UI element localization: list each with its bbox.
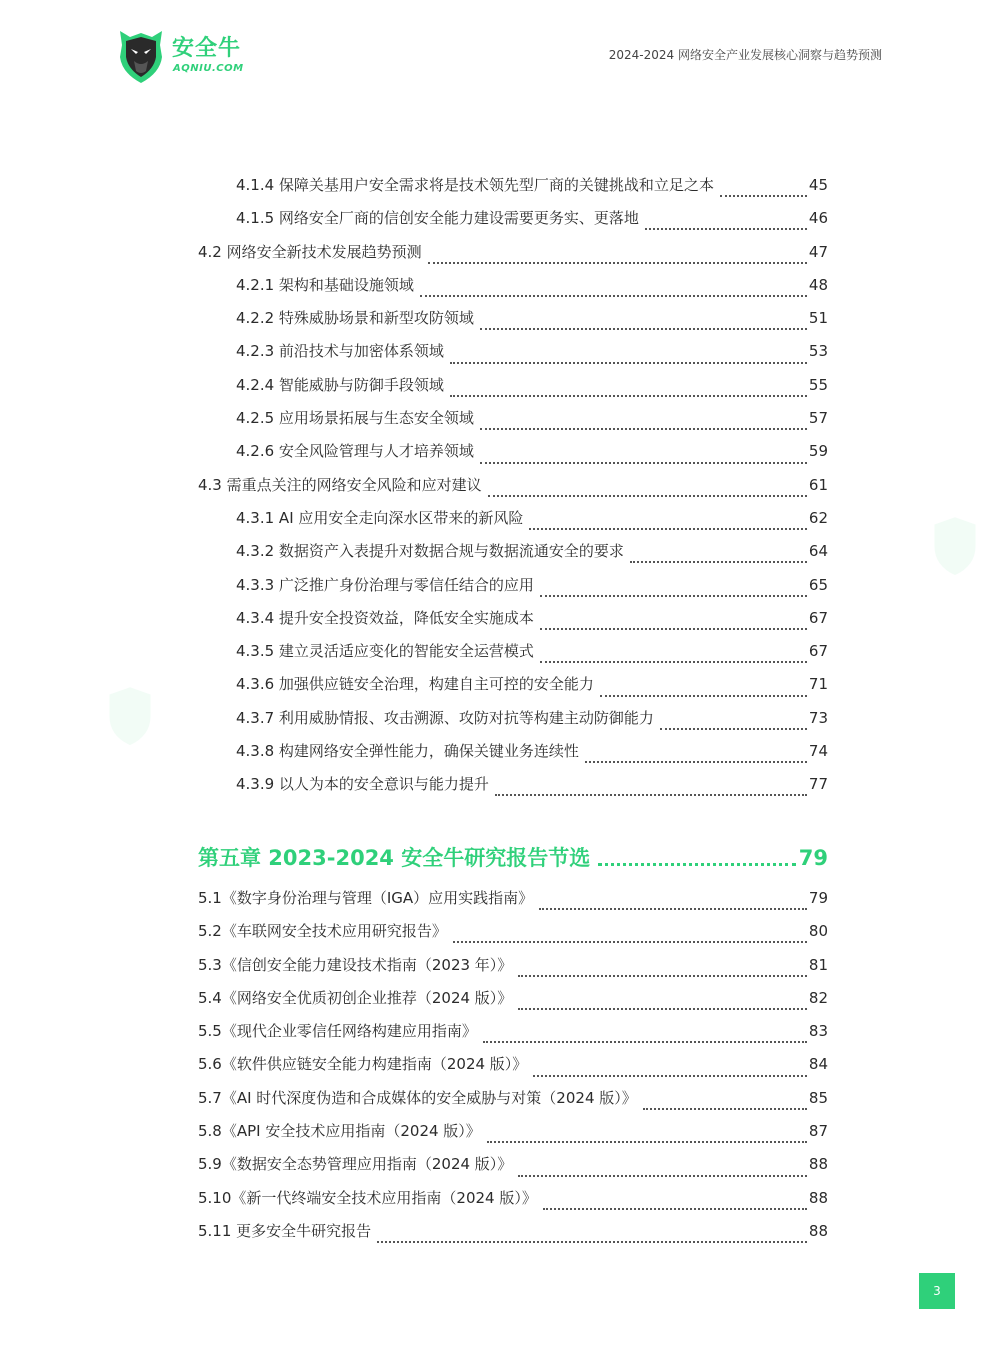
toc-entry-label: 4.2.1 架构和基础设施领域 xyxy=(236,275,414,294)
toc-entry[interactable] xyxy=(198,1120,828,1153)
page-number-badge: 3 xyxy=(919,1273,955,1309)
leader-dots xyxy=(643,1107,807,1110)
toc-entry[interactable] xyxy=(198,607,828,640)
chapter-page: 79 xyxy=(798,846,828,870)
toc-entry[interactable] xyxy=(198,207,828,240)
toc-entry-label: 4.1.5 网络安全厂商的信创安全能力建设需要更务实、更落地 xyxy=(236,209,639,228)
leader-dots xyxy=(450,361,807,364)
toc-entry-label: 4.2.2 特殊威胁场景和新型攻防领域 xyxy=(236,309,474,328)
leader-dots xyxy=(645,227,807,230)
leader-dots xyxy=(495,793,807,796)
toc-entry-page: 88 xyxy=(808,1155,828,1174)
toc-entry[interactable] xyxy=(198,920,828,953)
toc-entry-label: 5.7《AI 时代深度伪造和合成媒体的安全威胁与对策（2024 版）》 xyxy=(198,1088,637,1107)
toc-entry-page: 77 xyxy=(808,775,828,794)
toc-entry-page: 47 xyxy=(808,242,828,261)
toc-entry-label: 4.3.2 数据资产入表提升对数据合规与数据流通安全的要求 xyxy=(236,542,624,561)
leader-dots xyxy=(518,1174,807,1177)
toc-entry-page: 62 xyxy=(808,508,828,527)
leader-dots xyxy=(450,394,807,397)
leader-dots xyxy=(483,1040,807,1043)
toc-entry-label: 4.1.4 保障关基用户安全需求将是技术领先型厂商的关键挑战和立足之本 xyxy=(236,176,714,194)
toc-entry-label: 4.3.7 利用威胁情报、攻击溯源、攻防对抗等构建主动防御能力 xyxy=(236,708,654,727)
leader-dots xyxy=(585,760,807,763)
leader-dots xyxy=(453,940,807,943)
toc-entry-label: 4.3.5 建立灵活适应变化的智能安全运营模式 xyxy=(236,642,534,661)
toc-entry[interactable] xyxy=(198,407,828,440)
chapter-heading[interactable] xyxy=(198,842,828,872)
leader-dots xyxy=(518,1007,807,1010)
leader-dots xyxy=(720,194,807,197)
toc-entry-page: 81 xyxy=(808,955,828,974)
toc-entry-page: 59 xyxy=(808,442,828,461)
toc-entry-page: 67 xyxy=(808,608,828,627)
toc-entry-page: 79 xyxy=(808,889,828,907)
toc-entry-label: 4.3.4 提升安全投资效益，降低安全实施成本 xyxy=(236,608,534,627)
toc-entry-page: 83 xyxy=(808,1022,828,1041)
toc-entry-label: 4.3.1 AI 应用安全走向深水区带来的新风险 xyxy=(236,508,524,527)
toc-entry-page: 85 xyxy=(808,1088,828,1107)
toc-entry[interactable] xyxy=(198,1020,828,1053)
leader-dots xyxy=(529,527,807,530)
toc-entry-label: 4.3.8 构建网络安全弹性能力，确保关键业务连续性 xyxy=(236,742,579,761)
leader-dots xyxy=(480,327,807,330)
toc-entry[interactable] xyxy=(198,474,828,507)
toc-entry[interactable] xyxy=(198,540,828,573)
table-of-contents xyxy=(198,174,828,807)
toc-entry[interactable] xyxy=(198,574,828,607)
brand-logo xyxy=(116,27,246,87)
toc-entry-label: 5.8《API 安全技术应用指南（2024 版）》 xyxy=(198,1122,481,1141)
toc-entry-label: 4.2.6 安全风险管理与人才培养领域 xyxy=(236,442,474,461)
toc-entry-page: 48 xyxy=(808,275,828,294)
toc-entry-label: 5.4《网络安全优质初创企业推荐（2024 版）》 xyxy=(198,988,513,1007)
leader-dots xyxy=(518,974,807,977)
toc-entry[interactable] xyxy=(198,241,828,274)
toc-entry[interactable] xyxy=(198,707,828,740)
toc-entry-page: 55 xyxy=(808,375,828,394)
toc-entry-page: 71 xyxy=(808,675,828,694)
toc-entry-page: 88 xyxy=(808,1188,828,1207)
toc-entry[interactable] xyxy=(198,507,828,540)
toc-entry-page: 57 xyxy=(808,409,828,428)
leader-dots xyxy=(630,560,807,563)
toc-entry-label: 5.2《车联网安全技术应用研究报告》 xyxy=(198,922,447,941)
table-of-contents-chapter-5 xyxy=(198,887,828,1253)
toc-entry-label: 4.3.3 广泛推广身份治理与零信任结合的应用 xyxy=(236,575,534,594)
toc-entry-label: 4.2.4 智能威胁与防御手段领域 xyxy=(236,375,444,394)
leader-dots xyxy=(540,660,807,663)
toc-entry[interactable] xyxy=(198,1087,828,1120)
toc-entry[interactable] xyxy=(198,887,828,920)
toc-entry[interactable] xyxy=(198,987,828,1020)
toc-entry[interactable] xyxy=(198,740,828,773)
toc-entry-page: 80 xyxy=(808,922,828,941)
toc-entry[interactable] xyxy=(198,374,828,407)
toc-entry-label: 5.9《数据安全态势管理应用指南（2024 版）》 xyxy=(198,1155,513,1174)
toc-entry[interactable] xyxy=(198,274,828,307)
leader-dots xyxy=(543,1207,807,1210)
toc-entry-label: 5.1《数字身份治理与管理（IGA）应用实践指南》 xyxy=(198,889,534,907)
toc-entry-label: 5.3《信创安全能力建设技术指南（2023 年）》 xyxy=(198,955,513,974)
leader-dots xyxy=(487,1140,807,1143)
toc-entry[interactable] xyxy=(198,340,828,373)
toc-entry-label: 5.6《软件供应链安全能力构建指南（2024 版）》 xyxy=(198,1055,528,1074)
toc-entry-page: 65 xyxy=(808,575,828,594)
toc-entry-page: 45 xyxy=(808,176,828,194)
toc-entry-page: 46 xyxy=(808,209,828,228)
leader-dots xyxy=(539,907,807,910)
leader-dots xyxy=(540,627,807,630)
watermark-logo-icon xyxy=(920,510,990,580)
toc-entry[interactable] xyxy=(198,1187,828,1220)
toc-entry-page: 73 xyxy=(808,708,828,727)
leader-dots xyxy=(540,594,807,597)
toc-entry-page: 87 xyxy=(808,1122,828,1141)
leader-dots xyxy=(488,494,807,497)
toc-entry-page: 64 xyxy=(808,542,828,561)
toc-entry-label: 4.2 网络安全新技术发展趋势预测 xyxy=(198,242,422,261)
leader-dots xyxy=(377,1240,807,1243)
toc-entry-label: 5.5《现代企业零信任网络构建应用指南》 xyxy=(198,1022,477,1041)
watermark-logo-icon xyxy=(95,680,165,750)
leader-dots xyxy=(660,727,807,730)
toc-entry-label: 4.3.9 以人为本的安全意识与能力提升 xyxy=(236,775,489,794)
toc-entry-page: 82 xyxy=(808,988,828,1007)
toc-entry[interactable] xyxy=(198,773,828,806)
leader-dots xyxy=(533,1074,807,1077)
leader-dots xyxy=(600,694,807,697)
toc-entry-label: 5.10《新一代终端安全技术应用指南（2024 版）》 xyxy=(198,1188,537,1207)
toc-entry-label: 4.2.5 应用场景拓展与生态安全领域 xyxy=(236,409,474,428)
toc-entry-page: 67 xyxy=(808,642,828,661)
toc-entry[interactable] xyxy=(198,1053,828,1086)
toc-entry[interactable] xyxy=(198,954,828,987)
toc-entry-page: 88 xyxy=(808,1221,828,1240)
toc-entry[interactable] xyxy=(198,174,828,207)
chapter-title: 第五章 2023-2024 安全牛研究报告节选 xyxy=(198,846,591,870)
toc-entry-label: 5.11 更多安全牛研究报告 xyxy=(198,1221,372,1240)
toc-entry[interactable] xyxy=(198,1220,828,1253)
document-title: 2024-2024 网络安全产业发展核心洞察与趋势预测 xyxy=(608,48,882,62)
toc-entry[interactable] xyxy=(198,440,828,473)
toc-entry-label: 4.2.3 前沿技术与加密体系领域 xyxy=(236,342,444,361)
toc-entry-page: 74 xyxy=(808,742,828,761)
bull-shield-icon xyxy=(116,27,166,85)
toc-entry[interactable] xyxy=(198,673,828,706)
toc-entry-label: 4.3.6 加强供应链安全治理，构建自主可控的安全能力 xyxy=(236,675,594,694)
toc-entry[interactable] xyxy=(198,307,828,340)
toc-entry-page: 61 xyxy=(808,475,828,494)
logo-text-cn: 安全牛 xyxy=(172,36,242,61)
leader-dots xyxy=(480,461,807,464)
leader-dots xyxy=(420,294,807,297)
toc-entry[interactable] xyxy=(198,1153,828,1186)
toc-entry[interactable] xyxy=(198,640,828,673)
leader-dots xyxy=(598,862,796,866)
toc-entry-page: 53 xyxy=(808,342,828,361)
leader-dots xyxy=(480,427,807,430)
toc-entry-page: 84 xyxy=(808,1055,828,1074)
logo-text-en: AQNIU.COM xyxy=(173,63,244,74)
leader-dots xyxy=(428,261,807,264)
toc-entry-label: 4.3 需重点关注的网络安全风险和应对建议 xyxy=(198,475,482,494)
toc-entry-page: 51 xyxy=(808,309,828,328)
